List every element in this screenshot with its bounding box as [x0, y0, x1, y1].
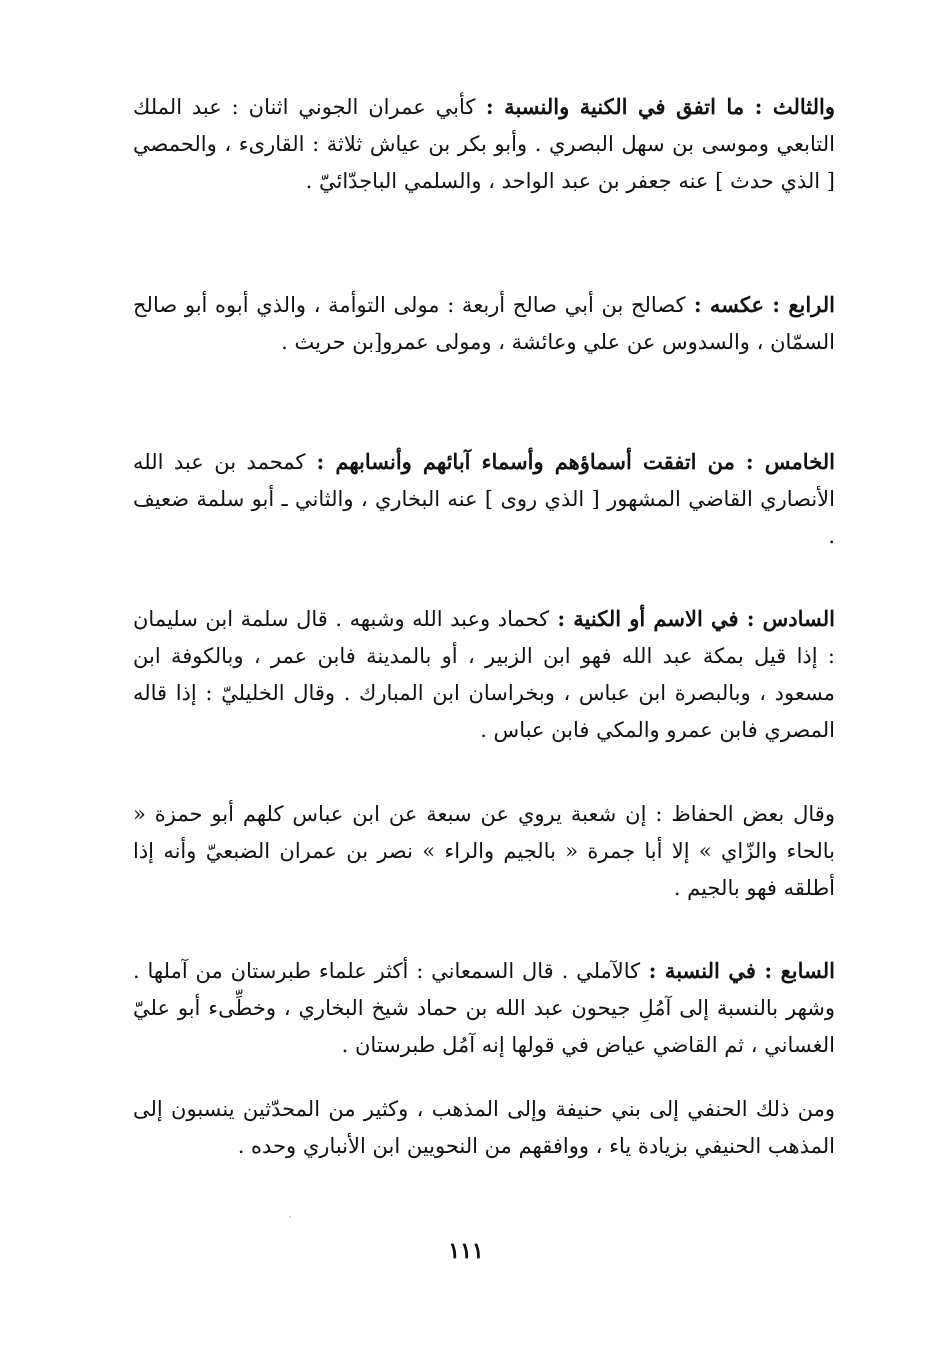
paragraph-body: كأبي عمران الجوني اثنان : عبد الملك التابعي وموسى بن سهل البصري . وأبو بكر بن عياش ثلاثة : القارىء ، والحمصي [ الذي حدث ] عنه جعفر بن عبد الواحد ، والسلمي الباجدّائيّ .	[133, 95, 835, 193]
paragraph-sixth-category	[133, 600, 835, 749]
paragraph-hanafi-note	[133, 1090, 835, 1165]
paragraph-body: كحماد وعبد الله وشبهه . قال سلمة ابن سليمان : إذا قيل بمكة عبد الله فهو ابن الزبير ، أو بالمدينة فابن عمر ، وبالكوفة ابن مسعود ، وبالبصرة ابن عباس ، وبخراسان ابن المبارك . وقال الخليليّ : إذا قاله المصري فابن عمرو والمكي فابن عباس .	[133, 607, 835, 742]
paragraph-lead: السابع : في النسبة :	[640, 958, 836, 983]
paragraph-fifth-category	[133, 443, 835, 555]
paragraph-third-category	[133, 88, 835, 200]
scan-speck	[289, 1216, 291, 1218]
paragraph-seventh-category	[133, 952, 835, 1064]
paragraph-lead: الرابع : عكسه :	[685, 292, 835, 317]
paragraph-lead: السادس : في الاسم أو الكنية :	[549, 606, 835, 631]
paragraph-body: كالآملي . قال السمعاني : أكثر علماء طبرستان من آملها . وشهر بالنسبة إلى آمُلِ جيحون عبد الله بن حماد شيخ البخاري ، وخطِّىء أبو عليّ الغساني ، ثم القاضي عياض في قولها إنه آمُل طبرستان .	[133, 959, 835, 1057]
paragraph-body: ومن ذلك الحنفي إلى بني حنيفة وإلى المذهب ، وكثير من المحدّثين ينسبون إلى المذهب الحنيفي بزيادة ياء ، ووافقهم من النحويين ابن الأنباري وحده .	[133, 1097, 835, 1158]
paragraph-fourth-category	[133, 286, 835, 361]
paragraph-body: كصالح بن أبي صالح أربعة : مولى التوأمة ، والذي أبوه أبو صالح السمّان ، والسدوس عن علي وعائشة ، ومولى عمرو[بن حريث .	[133, 293, 835, 354]
paragraph-shuba-note	[133, 795, 835, 907]
paragraph-lead: الخامس : من اتفقت أسماؤهم وأسماء آبائهم وأنسابهم :	[305, 449, 835, 474]
paragraph-lead: والثالث : ما اتفق في الكنية والنسبة :	[475, 94, 835, 119]
page-number: ١١١	[448, 1238, 484, 1264]
paragraph-body: وقال بعض الحفاظ : إن شعبة يروي عن سبعة عن ابن عباس كلهم أبو حمزة « بالحاء والزّاي » إلا أبا جمرة « بالجيم والراء » نصر بن عمران الضبعيّ وأنه إذا أطلقه فهو بالجيم .	[133, 802, 835, 900]
paragraph-body: كمحمد بن عبد الله الأنصاري القاضي المشهور [ الذي روى ] عنه البخاري ، والثاني ـ أبو سلمة ضعيف .	[133, 450, 835, 548]
